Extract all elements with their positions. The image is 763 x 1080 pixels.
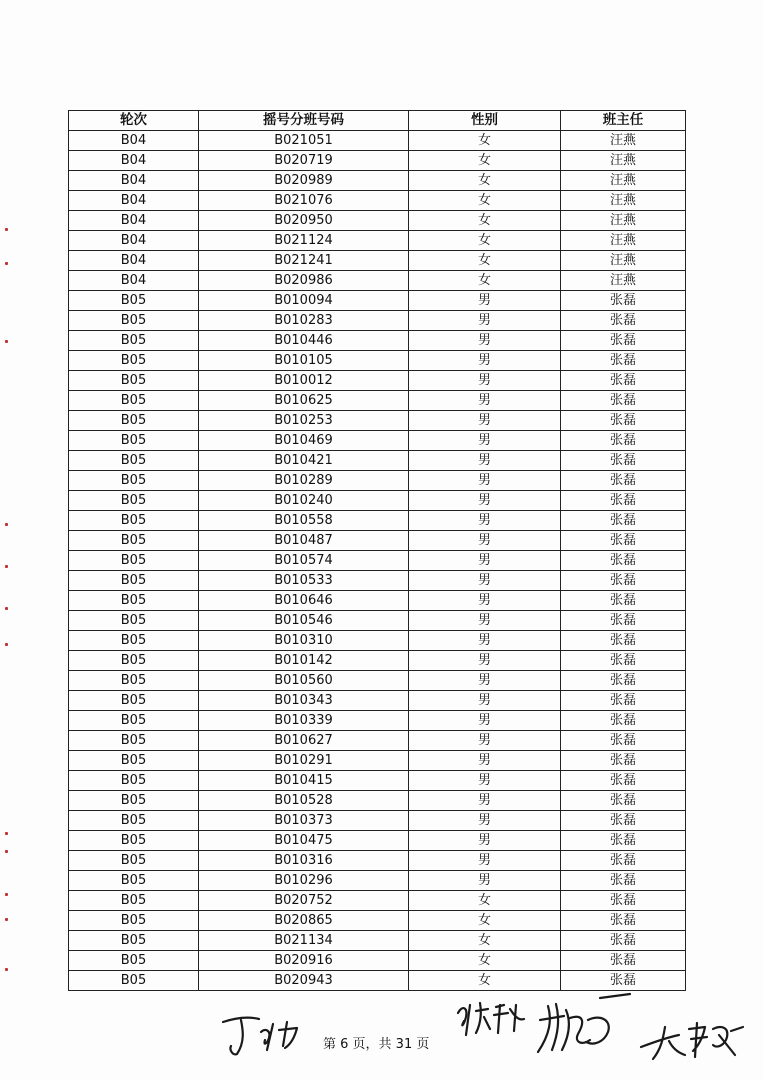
- cell-lottery-code: B010296: [199, 871, 409, 891]
- cell-round: B05: [69, 771, 199, 791]
- cell-round: B05: [69, 371, 199, 391]
- cell-round: B05: [69, 951, 199, 971]
- cell-head-teacher: 张磊: [561, 931, 686, 951]
- cell-gender: 男: [409, 371, 561, 391]
- cell-head-teacher: 汪燕: [561, 191, 686, 211]
- table-row: [69, 651, 686, 671]
- signature-1: [215, 1010, 305, 1060]
- table-body: [69, 131, 686, 991]
- cell-head-teacher: 张磊: [561, 431, 686, 451]
- cell-head-teacher: 张磊: [561, 791, 686, 811]
- cell-gender: 男: [409, 811, 561, 831]
- cell-gender: 男: [409, 411, 561, 431]
- cell-gender: 女: [409, 971, 561, 991]
- cell-lottery-code: B010343: [199, 691, 409, 711]
- cell-gender: 男: [409, 431, 561, 451]
- table-row: [69, 391, 686, 411]
- table-row: [69, 671, 686, 691]
- cell-round: B05: [69, 731, 199, 751]
- table-row: [69, 171, 686, 191]
- cell-round: B05: [69, 491, 199, 511]
- cell-lottery-code: B010316: [199, 851, 409, 871]
- table-row: [69, 791, 686, 811]
- cell-gender: 男: [409, 511, 561, 531]
- cell-head-teacher: 张磊: [561, 711, 686, 731]
- cell-lottery-code: B010646: [199, 591, 409, 611]
- cell-head-teacher: 张磊: [561, 291, 686, 311]
- cell-lottery-code: B020950: [199, 211, 409, 231]
- cell-lottery-code: B010546: [199, 611, 409, 631]
- table-row: [69, 151, 686, 171]
- cell-round: B05: [69, 971, 199, 991]
- cell-gender: 男: [409, 311, 561, 331]
- table-row: [69, 611, 686, 631]
- cell-head-teacher: 张磊: [561, 531, 686, 551]
- cell-head-teacher: 汪燕: [561, 271, 686, 291]
- cell-gender: 男: [409, 871, 561, 891]
- table-row: [69, 831, 686, 851]
- table-row: [69, 331, 686, 351]
- cell-lottery-code: B010291: [199, 751, 409, 771]
- table-row: [69, 511, 686, 531]
- cell-gender: 女: [409, 191, 561, 211]
- cell-round: B05: [69, 631, 199, 651]
- cell-head-teacher: 张磊: [561, 551, 686, 571]
- cell-gender: 女: [409, 131, 561, 151]
- cell-gender: 男: [409, 531, 561, 551]
- cell-lottery-code: B010446: [199, 331, 409, 351]
- cell-lottery-code: B010240: [199, 491, 409, 511]
- cell-round: B05: [69, 431, 199, 451]
- cell-round: B05: [69, 331, 199, 351]
- cell-lottery-code: B010528: [199, 791, 409, 811]
- cell-lottery-code: B010487: [199, 531, 409, 551]
- cell-round: B05: [69, 911, 199, 931]
- table-row: [69, 951, 686, 971]
- cell-round: B05: [69, 811, 199, 831]
- cell-head-teacher: 张磊: [561, 471, 686, 491]
- table-row: [69, 891, 686, 911]
- cell-head-teacher: 张磊: [561, 751, 686, 771]
- table-row: [69, 851, 686, 871]
- header-lottery-code: 摇号分班号码: [199, 111, 409, 131]
- cell-gender: 女: [409, 271, 561, 291]
- signature-3: [530, 990, 635, 1060]
- cell-round: B05: [69, 471, 199, 491]
- cell-gender: 女: [409, 211, 561, 231]
- table-row: [69, 431, 686, 451]
- cell-gender: 男: [409, 611, 561, 631]
- cell-lottery-code: B010105: [199, 351, 409, 371]
- cell-round: B04: [69, 271, 199, 291]
- cell-head-teacher: 张磊: [561, 951, 686, 971]
- cell-gender: 女: [409, 171, 561, 191]
- cell-gender: 女: [409, 911, 561, 931]
- cell-lottery-code: B021134: [199, 931, 409, 951]
- cell-gender: 女: [409, 251, 561, 271]
- cell-gender: 男: [409, 491, 561, 511]
- table-row: [69, 191, 686, 211]
- cell-lottery-code: B020865: [199, 911, 409, 931]
- cell-gender: 男: [409, 691, 561, 711]
- cell-head-teacher: 张磊: [561, 871, 686, 891]
- table-row: [69, 971, 686, 991]
- table-row: [69, 571, 686, 591]
- cell-round: B05: [69, 351, 199, 371]
- cell-lottery-code: B021124: [199, 231, 409, 251]
- cell-round: B05: [69, 671, 199, 691]
- class-assignment-table: [68, 110, 686, 991]
- cell-gender: 男: [409, 731, 561, 751]
- cell-round: B05: [69, 551, 199, 571]
- cell-lottery-code: B020719: [199, 151, 409, 171]
- cell-lottery-code: B020989: [199, 171, 409, 191]
- cell-head-teacher: 张磊: [561, 731, 686, 751]
- cell-head-teacher: 张磊: [561, 651, 686, 671]
- table-row: [69, 251, 686, 271]
- cell-gender: 男: [409, 791, 561, 811]
- cell-head-teacher: 汪燕: [561, 231, 686, 251]
- cell-head-teacher: 张磊: [561, 391, 686, 411]
- cell-round: B05: [69, 311, 199, 331]
- cell-head-teacher: 张磊: [561, 911, 686, 931]
- cell-gender: 男: [409, 671, 561, 691]
- table-row: [69, 291, 686, 311]
- cell-lottery-code: B010373: [199, 811, 409, 831]
- table-row: [69, 811, 686, 831]
- cell-head-teacher: 张磊: [561, 771, 686, 791]
- cell-round: B05: [69, 531, 199, 551]
- cell-head-teacher: 汪燕: [561, 251, 686, 271]
- cell-lottery-code: B020986: [199, 271, 409, 291]
- cell-gender: 女: [409, 891, 561, 911]
- cell-gender: 女: [409, 931, 561, 951]
- table-row: [69, 491, 686, 511]
- cell-lottery-code: B010475: [199, 831, 409, 851]
- cell-round: B05: [69, 691, 199, 711]
- table-row: [69, 271, 686, 291]
- cell-lottery-code: B010339: [199, 711, 409, 731]
- cell-head-teacher: 张磊: [561, 331, 686, 351]
- cell-lottery-code: B020916: [199, 951, 409, 971]
- cell-round: B05: [69, 871, 199, 891]
- table-row: [69, 691, 686, 711]
- cell-head-teacher: 张磊: [561, 891, 686, 911]
- cell-lottery-code: B021241: [199, 251, 409, 271]
- cell-head-teacher: 张磊: [561, 311, 686, 331]
- cell-gender: 男: [409, 711, 561, 731]
- table-row: [69, 471, 686, 491]
- cell-round: B05: [69, 391, 199, 411]
- cell-head-teacher: 汪燕: [561, 131, 686, 151]
- cell-head-teacher: 张磊: [561, 571, 686, 591]
- table-row: [69, 231, 686, 251]
- table-row: [69, 931, 686, 951]
- cell-gender: 男: [409, 291, 561, 311]
- cell-head-teacher: 张磊: [561, 351, 686, 371]
- cell-gender: 男: [409, 651, 561, 671]
- cell-head-teacher: 汪燕: [561, 171, 686, 191]
- cell-head-teacher: 张磊: [561, 611, 686, 631]
- signature-2: [452, 995, 534, 1045]
- cell-gender: 男: [409, 591, 561, 611]
- cell-head-teacher: 汪燕: [561, 151, 686, 171]
- cell-round: B05: [69, 711, 199, 731]
- cell-round: B05: [69, 511, 199, 531]
- table-row: [69, 911, 686, 931]
- cell-round: B05: [69, 791, 199, 811]
- cell-head-teacher: 张磊: [561, 631, 686, 651]
- table-row: [69, 451, 686, 471]
- table-row: [69, 351, 686, 371]
- cell-lottery-code: B010415: [199, 771, 409, 791]
- cell-round: B04: [69, 231, 199, 251]
- cell-gender: 男: [409, 771, 561, 791]
- cell-lottery-code: B010094: [199, 291, 409, 311]
- cell-lottery-code: B010560: [199, 671, 409, 691]
- cell-head-teacher: 张磊: [561, 831, 686, 851]
- cell-round: B04: [69, 191, 199, 211]
- cell-round: B05: [69, 891, 199, 911]
- table-row: [69, 591, 686, 611]
- cell-round: B05: [69, 291, 199, 311]
- cell-head-teacher: 张磊: [561, 371, 686, 391]
- cell-lottery-code: B010142: [199, 651, 409, 671]
- cell-round: B04: [69, 171, 199, 191]
- cell-gender: 男: [409, 751, 561, 771]
- cell-lottery-code: B010558: [199, 511, 409, 531]
- cell-round: B05: [69, 651, 199, 671]
- cell-round: B05: [69, 591, 199, 611]
- cell-lottery-code: B020943: [199, 971, 409, 991]
- cell-head-teacher: 张磊: [561, 591, 686, 611]
- header-round: 轮次: [69, 111, 199, 131]
- table-row: [69, 731, 686, 751]
- cell-head-teacher: 张磊: [561, 971, 686, 991]
- cell-round: B05: [69, 851, 199, 871]
- cell-round: B05: [69, 831, 199, 851]
- cell-gender: 男: [409, 831, 561, 851]
- cell-round: B05: [69, 571, 199, 591]
- cell-gender: 男: [409, 391, 561, 411]
- signature-4: [635, 1015, 747, 1065]
- cell-lottery-code: B010625: [199, 391, 409, 411]
- cell-head-teacher: 张磊: [561, 671, 686, 691]
- cell-round: B05: [69, 931, 199, 951]
- cell-lottery-code: B010627: [199, 731, 409, 751]
- cell-lottery-code: B010283: [199, 311, 409, 331]
- cell-gender: 女: [409, 151, 561, 171]
- table-row: [69, 411, 686, 431]
- cell-gender: 男: [409, 331, 561, 351]
- cell-head-teacher: 张磊: [561, 851, 686, 871]
- cell-gender: 男: [409, 471, 561, 491]
- cell-round: B04: [69, 151, 199, 171]
- table-row: [69, 711, 686, 731]
- cell-head-teacher: 张磊: [561, 511, 686, 531]
- table-row: [69, 211, 686, 231]
- cell-head-teacher: 张磊: [561, 691, 686, 711]
- table-row: [69, 311, 686, 331]
- cell-head-teacher: 张磊: [561, 491, 686, 511]
- cell-round: B04: [69, 211, 199, 231]
- cell-head-teacher: 张磊: [561, 811, 686, 831]
- table-row: [69, 551, 686, 571]
- cell-round: B05: [69, 751, 199, 771]
- cell-head-teacher: 汪燕: [561, 211, 686, 231]
- cell-lottery-code: B010469: [199, 431, 409, 451]
- cell-round: B05: [69, 451, 199, 471]
- cell-head-teacher: 张磊: [561, 411, 686, 431]
- cell-lottery-code: B010310: [199, 631, 409, 651]
- table-row: [69, 871, 686, 891]
- table-row: [69, 751, 686, 771]
- cell-lottery-code: B010533: [199, 571, 409, 591]
- cell-gender: 男: [409, 631, 561, 651]
- cell-lottery-code: B010012: [199, 371, 409, 391]
- cell-lottery-code: B010574: [199, 551, 409, 571]
- table-row: [69, 631, 686, 651]
- cell-gender: 男: [409, 551, 561, 571]
- table-header-row: [69, 111, 686, 131]
- table-row: [69, 371, 686, 391]
- table-row: [69, 531, 686, 551]
- cell-gender: 男: [409, 451, 561, 471]
- cell-round: B04: [69, 131, 199, 151]
- cell-round: B05: [69, 611, 199, 631]
- cell-gender: 女: [409, 231, 561, 251]
- cell-round: B05: [69, 411, 199, 431]
- cell-lottery-code: B010421: [199, 451, 409, 471]
- cell-gender: 男: [409, 351, 561, 371]
- cell-lottery-code: B021076: [199, 191, 409, 211]
- page-number: 第 6 页，共 31 页: [323, 1037, 430, 1052]
- cell-gender: 男: [409, 571, 561, 591]
- table-row: [69, 771, 686, 791]
- cell-lottery-code: B021051: [199, 131, 409, 151]
- cell-head-teacher: 张磊: [561, 451, 686, 471]
- cell-gender: 男: [409, 851, 561, 871]
- table-row: [69, 131, 686, 151]
- cell-lottery-code: B010289: [199, 471, 409, 491]
- cell-round: B04: [69, 251, 199, 271]
- header-gender: 性别: [409, 111, 561, 131]
- cell-lottery-code: B010253: [199, 411, 409, 431]
- cell-gender: 女: [409, 951, 561, 971]
- header-head-teacher: 班主任: [561, 111, 686, 131]
- cell-lottery-code: B020752: [199, 891, 409, 911]
